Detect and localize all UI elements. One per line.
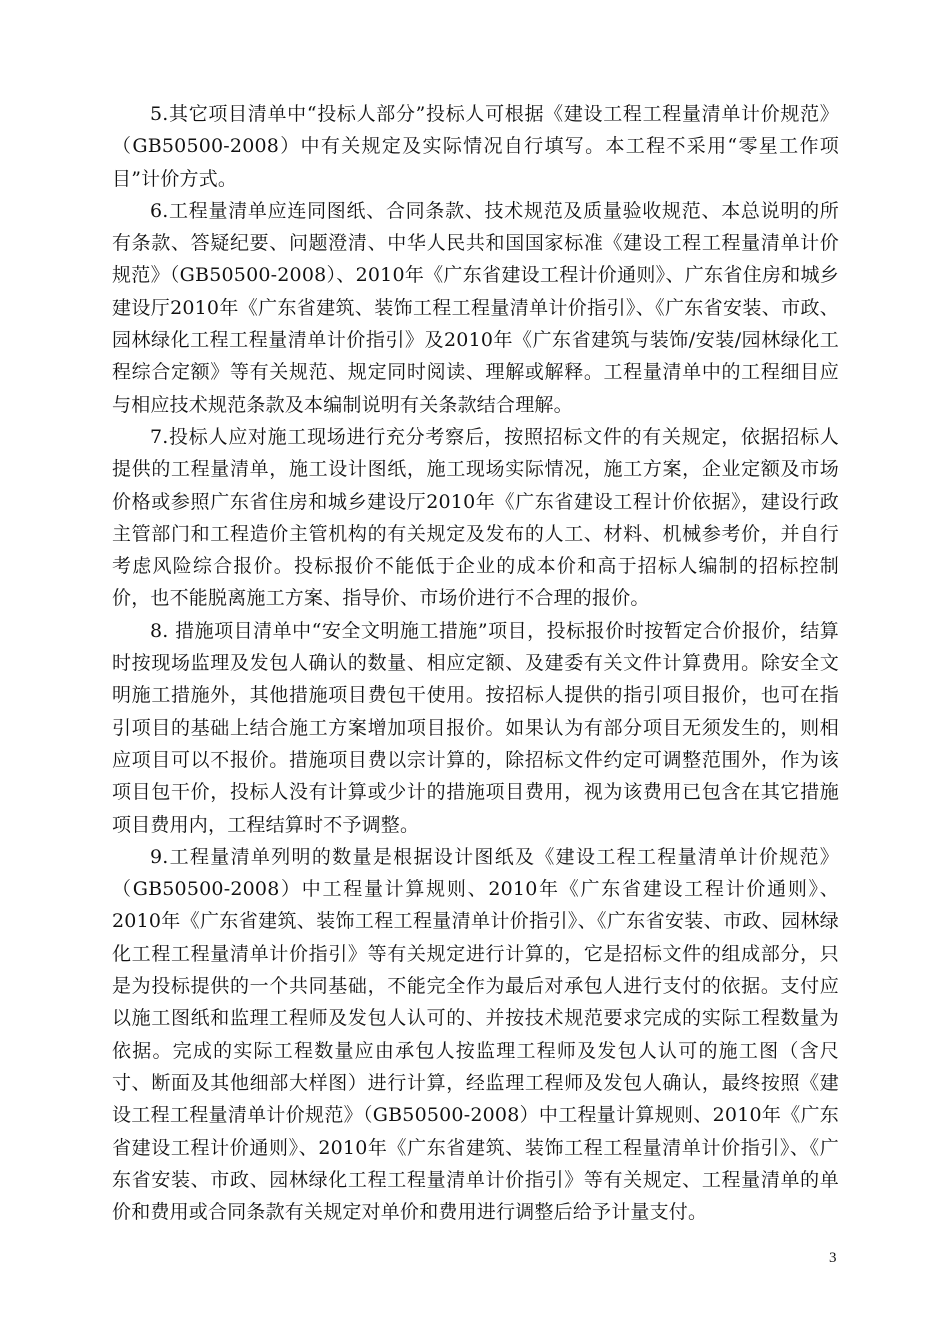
paragraph-8-measures-items: 8. 措施项目清单中“安全文明施工措施”项目，投标报价时按暂定合价报价，结算时按现场监理及发包人确认的数量、相应定额、及建委有关文件计算费用。除安全文明施工措施外，其他措施项目费包干使用。按招标人提供的指引项目报价，也可在指引项目的基础上结合施工方案增加项目报价。如果认为有部分项目无须发生的，则相应项目可以不报价。措施项目费以宗计算的，除招标文件约定可调整范围外，作为该项目包干价，投标人没有计算或少计的措施项目费用，视为该费用已包含在其它措施项目费用内，工程结算时不予调整。 — [112, 619, 839, 836]
paragraph-9-quantities-payment: 9.工程量清单列明的数量是根据设计图纸及《建设工程工程量清单计价规范》（GB50500-2008）中工程量计算规则、2010年《广东省建设工程计价通则》、2010年《广东省建筑、装饰工程工程量清单计价指引》、《广东省安装、市政、园林绿化工程工程量清单计价指引》等有关规定进行计算的，它是招标文件的组成部分，只是为投标提供的一个共同基础，不能完全作为最后对承包人进行支付的依据。支付应以施工图纸和监理工程师及发包人认可的、并按技术规范要求完成的实际工程数量为依据。完成的实际工程数量应由承包人按监理工程师及发包人认可的施工图（含尺寸、断面及其他细部大样图）进行计算，经监理工程师及发包人确认，最终按照《建设工程工程量清单计价规范》（GB50500-2008）中工程量计算规则、2010年《广东省建设工程计价通则》、2010年《广东省建筑、装饰工程工程量清单计价指引》、《广东省安装、市政、园林绿化工程工程量清单计价指引》等有关规定、工程量清单的单价和费用或合同条款有关规定对单价和费用进行调整后给予计量支付。 — [112, 845, 839, 1224]
page-number: 3 — [829, 1250, 837, 1266]
paragraph-7-bidder-pricing: 7.投标人应对施工现场进行充分考察后，按照招标文件的有关规定，依据招标人提供的工程量清单，施工设计图纸，施工现场实际情况，施工方案，企业定额及市场价格或参照广东省住房和城乡建设厅2010年《广东省建设工程计价依据》，建设行政主管部门和工程造价主管机构的有关规定及发布的人工、材料、机械参考价，并自行考虑风险综合报价。投标报价不能低于企业的成本价和高于招标人编制的招标控制价，也不能脱离施工方案、指导价、市场价进行不合理的报价。 — [112, 425, 839, 610]
paragraph-5-other-items: 5.其它项目清单中“投标人部分”投标人可根据《建设工程工程量清单计价规范》（GB50500-2008）中有关规定及实际情况自行填写。本工程不采用“零星工作项目”计价方式。 — [112, 103, 839, 190]
body-text — [112, 98, 839, 1228]
paragraph-6-bill-of-quantities: 6.工程量清单应连同图纸、合同条款、技术规范及质量验收规范、本总说明的所有条款、答疑纪要、问题澄清、中华人民共和国国家标准《建设工程工程量清单计价规范》（GB50500-2008）、2010年《广东省建设工程计价通则》、广东省住房和城乡建设厅2010年《广东省建筑、装饰工程工程量清单计价指引》、《广东省安装、市政、园林绿化工程工程量清单计价指引》及2010年《广东省建筑与装饰/安装/园林绿化工程综合定额》等有关规范、规定同时阅读、理解或解释。工程量清单中的工程细目应与相应技术规范条款及本编制说明有关条款结合理解。 — [112, 199, 839, 416]
